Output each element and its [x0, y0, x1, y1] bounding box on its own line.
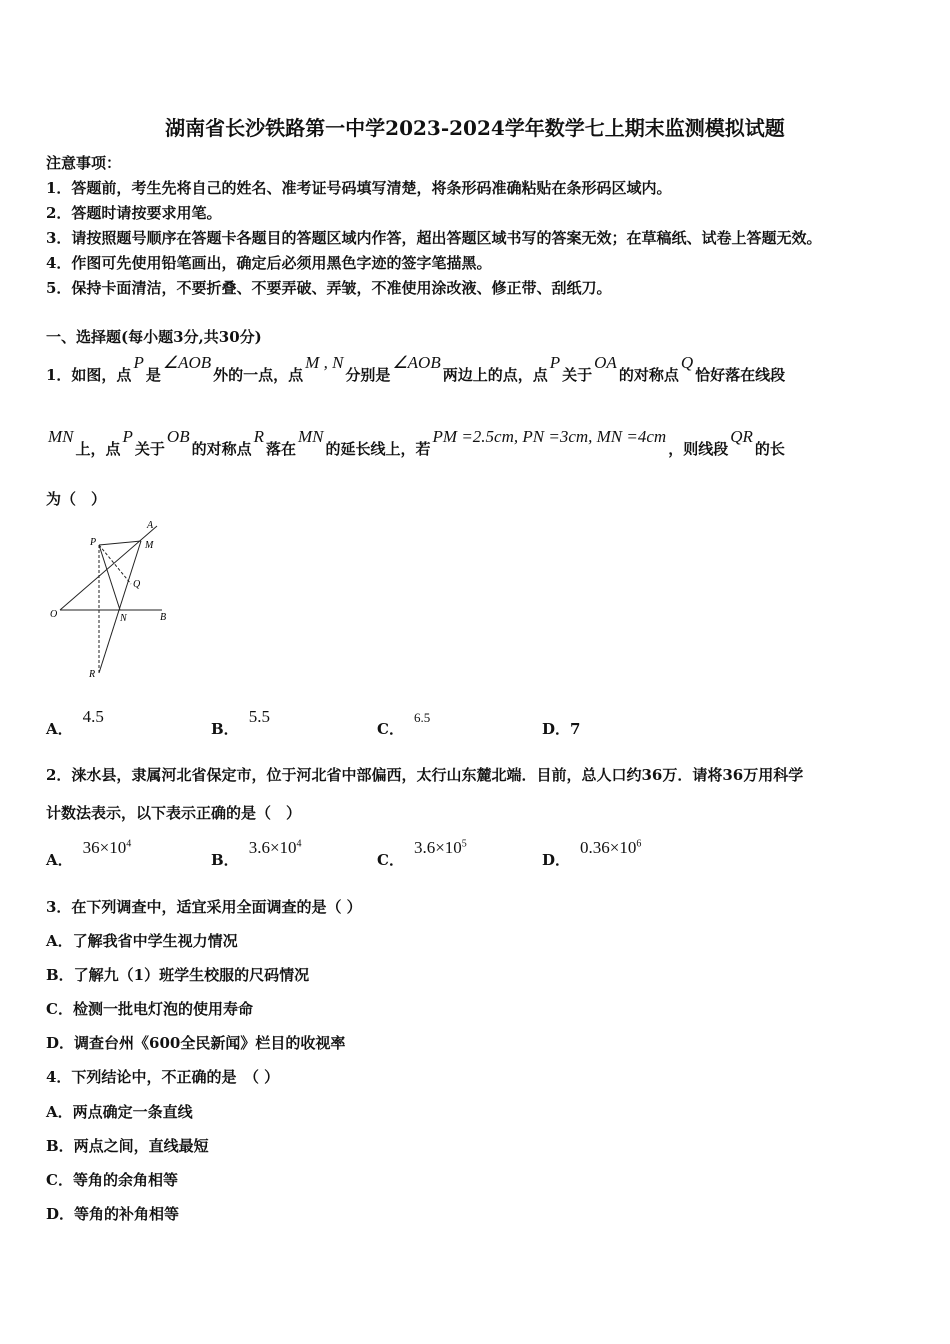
q3-option-b[interactable]: B．了解九（1）班学生校服的尺码情况: [46, 966, 310, 984]
svg-text:P: P: [90, 537, 97, 548]
svg-text:M: M: [145, 540, 154, 551]
svg-text:N: N: [120, 613, 127, 624]
q1-option-c[interactable]: C．6.5: [377, 710, 431, 738]
q4-option-c[interactable]: C．等角的余角相等: [46, 1171, 178, 1189]
segment-pm: [99, 541, 141, 545]
segment-pq: [99, 545, 131, 584]
note-item: 4．作图可先使用铅笔画出，确定后必须用黑色字迹的签字笔描黑。: [46, 254, 492, 272]
q1-option-a[interactable]: A．4.5: [46, 707, 104, 738]
notes-heading: 注意事项：: [46, 154, 122, 172]
note-item: 2．答题时请按要求用笔。: [46, 204, 222, 222]
svg-text:B: B: [160, 612, 167, 623]
segment-pn: [99, 545, 120, 610]
question-2-line-1: 2．涞水县，隶属河北省保定市，位于河北省中部偏西，太行山东麓北端．目前，总人口约36万．请将36万用科学: [46, 766, 804, 784]
note-item: 3．请按照题号顺序在答题卡各题目的答题区域内作答，超出答题区域书写的答案无效；在草稿纸、试卷上答题无效。: [46, 229, 822, 247]
q4-option-d[interactable]: D．等角的补角相等: [46, 1205, 180, 1223]
svg-text:O: O: [50, 609, 58, 620]
question-1-line-1: 1．如图，点P是∠AOB外的一点，点M , N分别是∠AOB两边上的点，点P关于OA的对称点Q恰好落在线段: [46, 353, 786, 384]
question-1-line-2: MN上，点P关于OB的对称点R落在MN的延长线上，若PM =2.5cm, PN =3cm, MN =4cm，则线段QR的长: [48, 427, 785, 458]
q2-option-d[interactable]: D．$0.36\times 10^6$: [542, 838, 642, 869]
q2-option-a[interactable]: A．$36\times 10^4$: [46, 838, 132, 869]
q3-option-c[interactable]: C．检测一批电灯泡的使用寿命: [46, 1000, 253, 1018]
q4-option-b[interactable]: B．两点之间，直线最短: [46, 1137, 209, 1155]
q4-option-a[interactable]: A．两点确定一条直线: [46, 1103, 193, 1121]
section-heading: 一、选择题(每小题3分,共30分): [46, 328, 262, 346]
q2-option-b[interactable]: B．$3.6\times 10^4$: [211, 838, 302, 869]
line-mr: [99, 541, 141, 673]
geometry-figure: [40, 515, 180, 685]
question-1-line-3: 为（ ）: [46, 490, 107, 508]
question-2-line-2: 计数法表示，以下表示正确的是（ ）: [46, 804, 302, 822]
svg-text:R: R: [89, 669, 96, 680]
svg-text:Q: Q: [133, 579, 141, 590]
question-3-stem: 3．在下列调查中，适宜采用全面调查的是（ ）: [46, 898, 362, 916]
svg-text:A: A: [147, 520, 154, 531]
question-4-stem: 4．下列结论中，不正确的是 （ ）: [46, 1068, 280, 1086]
q2-option-c[interactable]: C．$3.6\times 10^5$: [377, 838, 467, 869]
page-title: 湖南省长沙铁路第一中学2023-2024学年数学七上期末监测模拟试题: [165, 116, 785, 140]
q1-option-d[interactable]: D．7: [542, 720, 581, 738]
q3-option-a[interactable]: A．了解我省中学生视力情况: [46, 932, 238, 950]
note-item: 1．答题前，考生先将自己的姓名、准考证号码填写清楚，将条形码准确粘贴在条形码区域内。: [46, 179, 672, 197]
ray-oa: [60, 526, 157, 610]
q3-option-d[interactable]: D．调查台州《600全民新闻》栏目的收视率: [46, 1034, 346, 1052]
note-item: 5．保持卡面清洁，不要折叠、不要弄破、弄皱，不准使用涂改液、修正带、刮纸刀。: [46, 279, 612, 297]
q1-option-b[interactable]: B．5.5: [211, 707, 270, 738]
